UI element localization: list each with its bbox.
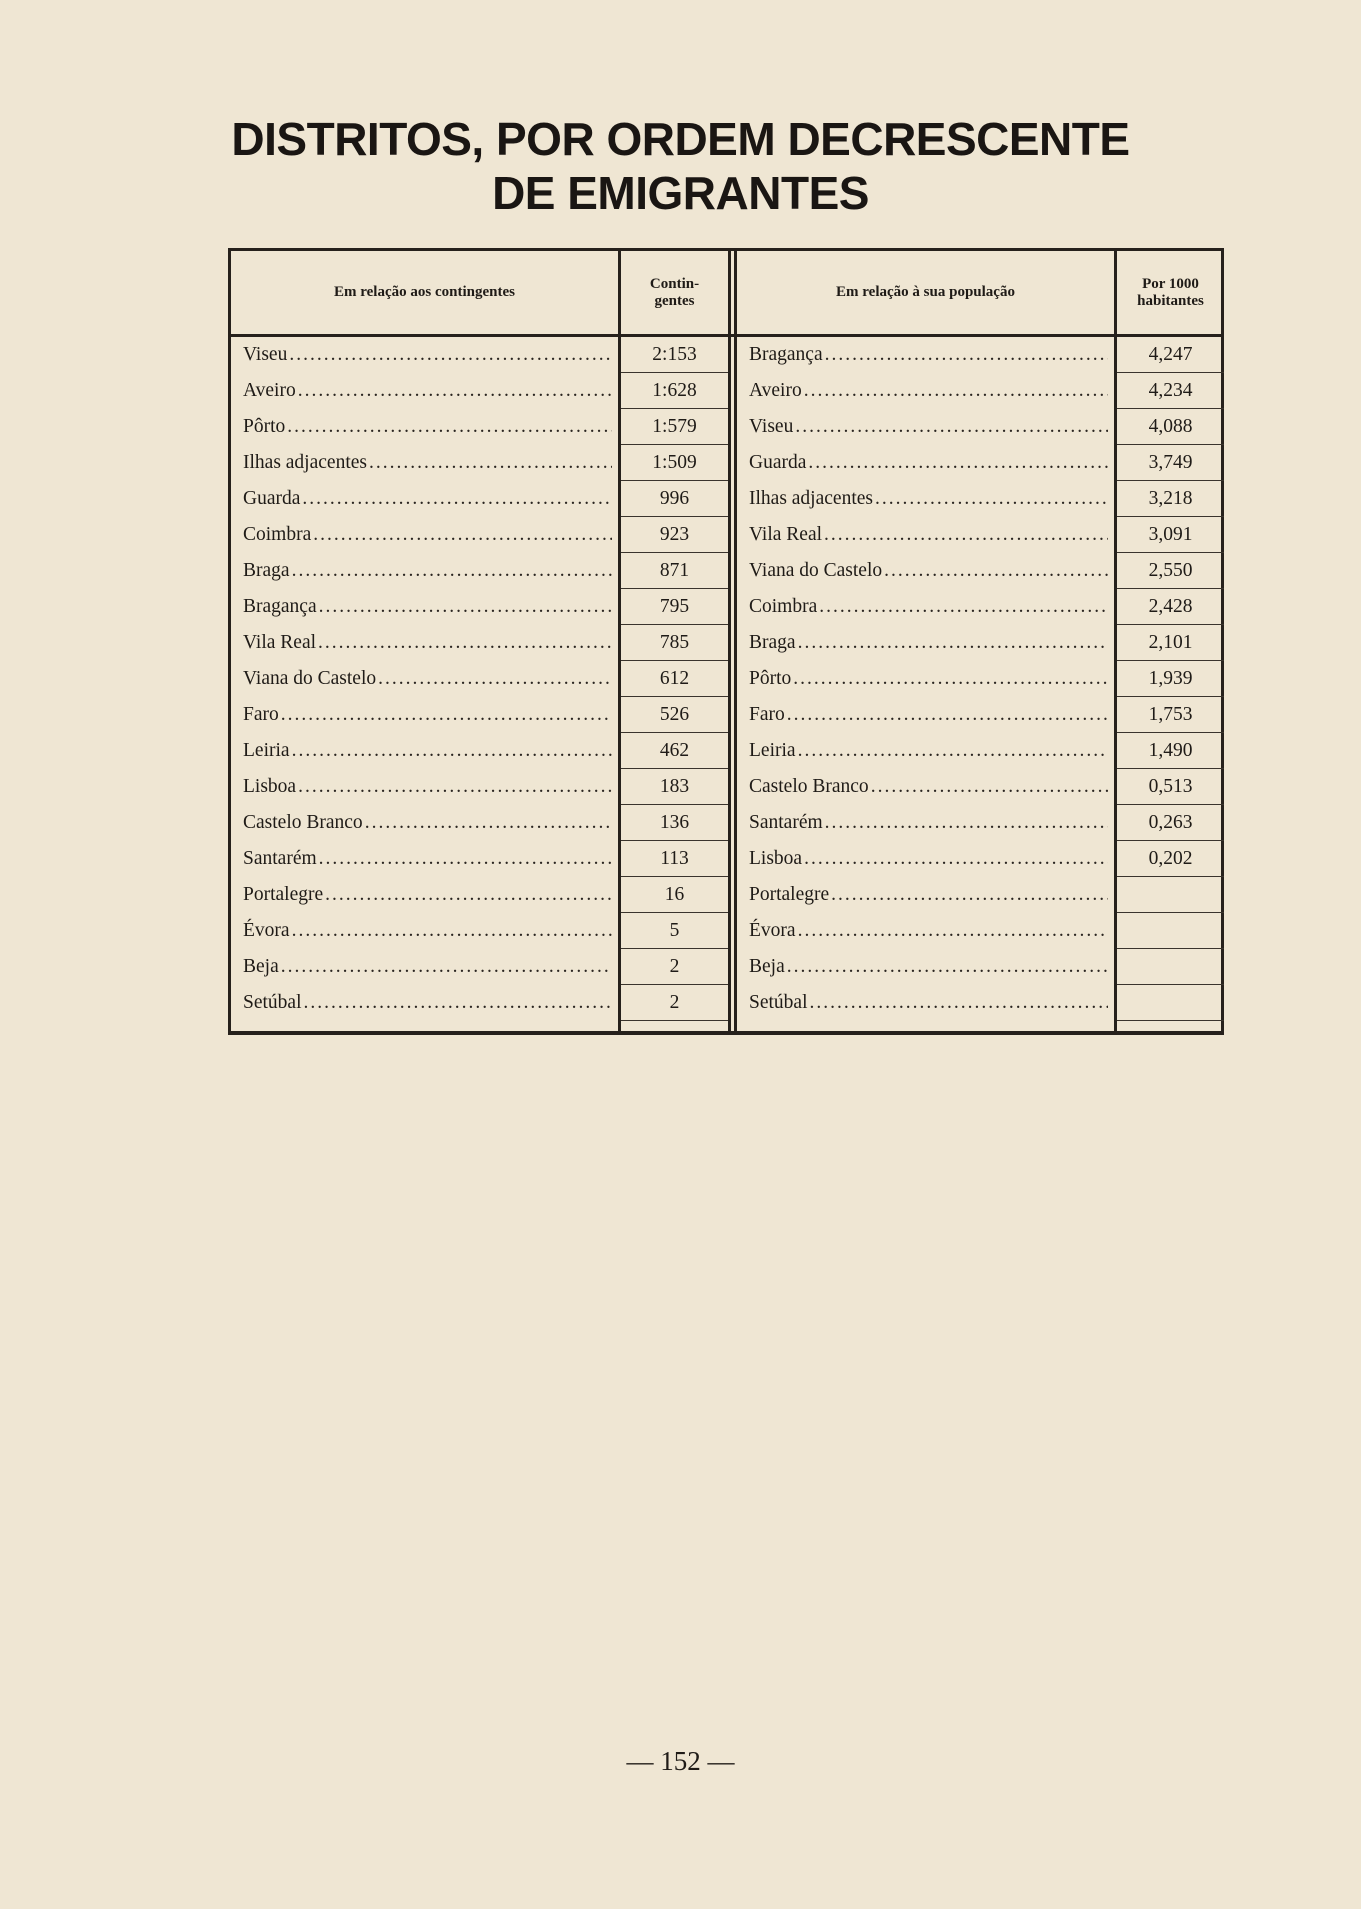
contingent-value: 136 (659, 812, 690, 833)
table-row (231, 445, 1221, 481)
population-value: 2,101 (1148, 632, 1193, 653)
table-row (231, 841, 1221, 877)
population-value: 2,550 (1148, 560, 1193, 581)
contingent-value: 871 (659, 560, 690, 581)
population-value: 3,091 (1148, 524, 1193, 545)
table-row (231, 877, 1221, 913)
contingent-value: 526 (659, 704, 690, 725)
contingent-district-cell (243, 553, 612, 589)
contingent-district-cell (243, 949, 612, 985)
leader-dots (871, 776, 1108, 798)
population-district-cell (749, 625, 1108, 661)
contingent-value: 612 (659, 668, 690, 689)
contingent-district: Portalegre (243, 884, 324, 905)
table-row (231, 949, 1221, 985)
contingent-district: Évora (243, 920, 290, 941)
population-district: Castelo Branco (749, 776, 869, 797)
population-district: Portalegre (749, 884, 830, 905)
table-row (231, 697, 1221, 733)
header-contingent-count: Contin- gentes (649, 275, 700, 309)
contingent-value: 5 (669, 920, 680, 941)
leader-dots (378, 668, 612, 690)
population-district: Pôrto (749, 668, 792, 689)
leader-dots (808, 452, 1108, 474)
population-value: 1,753 (1148, 704, 1193, 725)
table-row (231, 805, 1221, 841)
leader-dots (292, 560, 612, 582)
population-district: Vila Real (749, 524, 823, 545)
contingent-district-cell (243, 625, 612, 661)
contingent-district: Leiria (243, 740, 290, 761)
leader-dots (798, 920, 1108, 942)
population-district: Santarém (749, 812, 823, 833)
table-row (231, 661, 1221, 697)
contingent-district: Guarda (243, 488, 301, 509)
table-row (231, 985, 1221, 1021)
table-row (231, 517, 1221, 553)
contingent-district-cell (243, 409, 612, 445)
leader-dots (292, 920, 612, 942)
leader-dots (787, 956, 1108, 978)
contingent-value: 923 (659, 524, 690, 545)
population-district-cell (749, 913, 1108, 949)
contingent-value: 462 (659, 740, 690, 761)
table-row (231, 373, 1221, 409)
leader-dots (281, 704, 612, 726)
population-district: Viana do Castelo (749, 560, 883, 581)
population-district-cell (749, 697, 1108, 733)
leader-dots (298, 380, 612, 402)
contingent-district-cell (243, 445, 612, 481)
population-value: 0,263 (1148, 812, 1193, 833)
contingent-district-cell (243, 913, 612, 949)
contingent-district-cell (243, 769, 612, 805)
contingent-district: Ilhas adjacentes (243, 452, 367, 473)
population-district: Braga (749, 632, 796, 653)
contingent-district: Faro (243, 704, 279, 725)
header-population: Em relação à sua população (836, 284, 1015, 300)
population-value: 1,490 (1148, 740, 1193, 761)
population-district-cell (749, 733, 1108, 769)
leader-dots (304, 992, 613, 1014)
table-row (231, 553, 1221, 589)
leader-dots (281, 956, 612, 978)
table-row (231, 769, 1221, 805)
population-district: Lisboa (749, 848, 803, 869)
contingent-district: Viseu (243, 344, 288, 365)
population-district: Beja (749, 956, 785, 977)
contingent-district: Vila Real (243, 632, 317, 653)
contingent-district-cell (243, 373, 612, 409)
table-row (231, 409, 1221, 445)
contingent-district: Santarém (243, 848, 317, 869)
leader-dots (298, 776, 612, 798)
leader-dots (804, 848, 1108, 870)
contingent-district-cell (243, 841, 612, 877)
contingent-district: Beja (243, 956, 279, 977)
table-row (231, 589, 1221, 625)
leader-dots (804, 380, 1108, 402)
table-row (231, 913, 1221, 949)
header-per-1000: Por 1000 habitantes (1137, 275, 1204, 309)
population-value: 3,749 (1148, 452, 1193, 473)
population-district-cell (749, 805, 1108, 841)
leader-dots (798, 740, 1108, 762)
contingent-district: Setúbal (243, 992, 302, 1013)
leader-dots (365, 812, 612, 834)
population-value: 0,202 (1148, 848, 1193, 869)
contingent-district-cell (243, 697, 612, 733)
population-value: 1,939 (1148, 668, 1193, 689)
population-district-cell (749, 553, 1108, 589)
population-value: 4,088 (1148, 416, 1193, 437)
leader-dots (819, 596, 1108, 618)
contingent-value: 16 (664, 884, 685, 905)
leader-dots (319, 596, 612, 618)
leader-dots (313, 524, 612, 546)
contingent-value: 785 (659, 632, 690, 653)
population-district-cell (749, 769, 1108, 805)
leader-dots (325, 884, 612, 906)
population-district-cell (749, 841, 1108, 877)
population-district-cell (749, 373, 1108, 409)
contingent-district: Lisboa (243, 776, 297, 797)
leader-dots (795, 416, 1108, 438)
leader-dots (289, 344, 612, 366)
leader-dots (793, 668, 1108, 690)
population-value: 4,234 (1148, 380, 1193, 401)
leader-dots (319, 848, 612, 870)
population-district: Bragança (749, 344, 823, 365)
population-value (1117, 913, 1224, 949)
leader-dots (798, 632, 1108, 654)
contingent-district-cell (243, 985, 612, 1021)
page-title (0, 112, 1361, 220)
population-district: Setúbal (749, 992, 808, 1013)
population-district: Leiria (749, 740, 796, 761)
contingent-value: 1:628 (652, 380, 697, 401)
population-district-cell (749, 481, 1108, 517)
page-number: — 152 — (626, 1746, 735, 1776)
leader-dots (302, 488, 612, 510)
population-value: 4,247 (1148, 344, 1193, 365)
contingent-value: 1:579 (652, 416, 697, 437)
header-contingents: Em relação aos contingentes (334, 284, 515, 300)
population-district: Faro (749, 704, 785, 725)
population-district-cell (749, 589, 1108, 625)
population-district-cell (749, 661, 1108, 697)
title-line-2: DE EMIGRANTES (492, 167, 869, 219)
contingent-district: Castelo Branco (243, 812, 363, 833)
population-value: 2,428 (1148, 596, 1193, 617)
leader-dots (884, 560, 1108, 582)
population-district-cell (749, 949, 1108, 985)
contingent-value: 795 (659, 596, 690, 617)
population-district-cell (749, 985, 1108, 1021)
leader-dots (787, 704, 1108, 726)
table-row (231, 337, 1221, 373)
table-row (231, 481, 1221, 517)
contingent-district-cell (243, 805, 612, 841)
contingent-value: 113 (660, 848, 689, 869)
leader-dots (369, 452, 612, 474)
leader-dots (292, 740, 612, 762)
contingent-district-cell (243, 337, 612, 373)
leader-dots (287, 416, 612, 438)
contingent-value: 996 (659, 488, 690, 509)
contingent-district-cell (243, 877, 612, 913)
population-district: Ilhas adjacentes (749, 488, 873, 509)
leader-dots (875, 488, 1108, 510)
title-line-1: DISTRITOS, POR ORDEM DECRESCENTE (231, 113, 1130, 165)
population-value: 3,218 (1148, 488, 1193, 509)
contingent-district: Braga (243, 560, 290, 581)
contingent-district-cell (243, 589, 612, 625)
population-district: Coimbra (749, 596, 818, 617)
population-district-cell (749, 409, 1108, 445)
table-row (231, 733, 1221, 769)
population-value (1117, 877, 1224, 913)
population-district: Viseu (749, 416, 794, 437)
contingent-value: 2 (669, 992, 680, 1013)
population-district-cell (749, 445, 1108, 481)
population-district-cell (749, 337, 1108, 373)
leader-dots (824, 524, 1108, 546)
contingent-district: Pôrto (243, 416, 286, 437)
contingent-district-cell (243, 733, 612, 769)
contingent-district: Coimbra (243, 524, 312, 545)
population-district: Évora (749, 920, 796, 941)
contingent-value: 183 (659, 776, 690, 797)
leader-dots (318, 632, 612, 654)
leader-dots (825, 812, 1108, 834)
contingent-district-cell (243, 661, 612, 697)
table-row (231, 625, 1221, 661)
population-district-cell (749, 517, 1108, 553)
districts-table (228, 248, 1224, 1035)
contingent-district: Bragança (243, 596, 317, 617)
population-district: Guarda (749, 452, 807, 473)
leader-dots (810, 992, 1109, 1014)
contingent-district: Aveiro (243, 380, 296, 401)
contingent-district-cell (243, 481, 612, 517)
leader-dots (831, 884, 1108, 906)
population-value (1117, 985, 1224, 1021)
population-value: 0,513 (1148, 776, 1193, 797)
leader-dots (825, 344, 1108, 366)
contingent-value: 1:509 (652, 452, 697, 473)
contingent-value: 2:153 (652, 344, 697, 365)
contingent-district-cell (243, 517, 612, 553)
population-district-cell (749, 877, 1108, 913)
contingent-value: 2 (669, 956, 680, 977)
population-district: Aveiro (749, 380, 802, 401)
contingent-district: Viana do Castelo (243, 668, 377, 689)
population-value (1117, 949, 1224, 985)
